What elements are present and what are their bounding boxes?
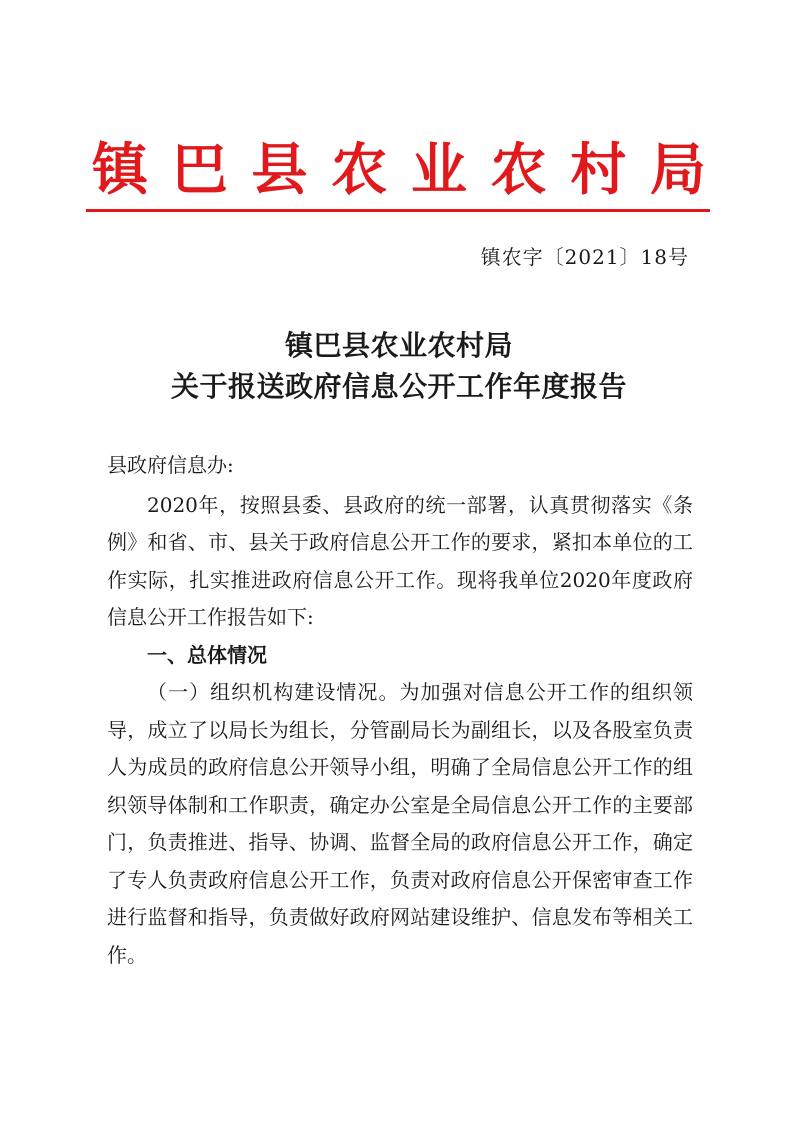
salutation: 县政府信息办: bbox=[107, 453, 234, 477]
section-paragraph: （一）组织机构建设情况。为加强对信息公开工作的组织领导，成立了以局长为组长，分管副局长为副组长，以及各股室负责人为成员的政府信息公开领导小组，明确了全局信息公开工作的组织领导体制和工作职责，确定办公室是全局信息公开工作的主要部门，负责推进、指导、协调、监督全局的政府信息公开工作，确定了专人负责政府信息公开工作，负责对政府信息公开保密审查工作进行监督和指导，负责做好政府网站建设维护、信息发布等相关工作。 bbox=[107, 680, 693, 967]
intro-paragraph: 2020年，按照县委、县政府的统一部署，认真贯彻落实《条例》和省、市、县关于政府信息公开工作的要求，紧扣本单位的工作实际，扎实推进政府信息公开工作。现将我单位2020年度政府信息公开工作报告如下: bbox=[107, 492, 693, 629]
document-title-line-2: 关于报送政府信息公开工作年度报告 bbox=[170, 370, 627, 403]
section-heading: 一、总体情况 bbox=[147, 642, 267, 667]
document-body bbox=[107, 447, 693, 974]
masthead-char: 局 bbox=[649, 137, 706, 203]
masthead-char: 农 bbox=[331, 137, 388, 203]
issuing-authority-masthead bbox=[88, 138, 710, 202]
red-separator-line bbox=[86, 209, 710, 212]
masthead-char: 农 bbox=[490, 137, 547, 203]
masthead-char: 镇 bbox=[92, 137, 148, 203]
masthead-char: 村 bbox=[570, 137, 627, 203]
document-number: 镇农字〔2021〕18号 bbox=[480, 245, 689, 269]
document-title-line-1: 镇巴县农业农村局 bbox=[284, 329, 513, 362]
masthead-char: 巴 bbox=[171, 137, 228, 203]
masthead-char: 县 bbox=[251, 137, 308, 203]
masthead-char: 业 bbox=[410, 137, 467, 203]
